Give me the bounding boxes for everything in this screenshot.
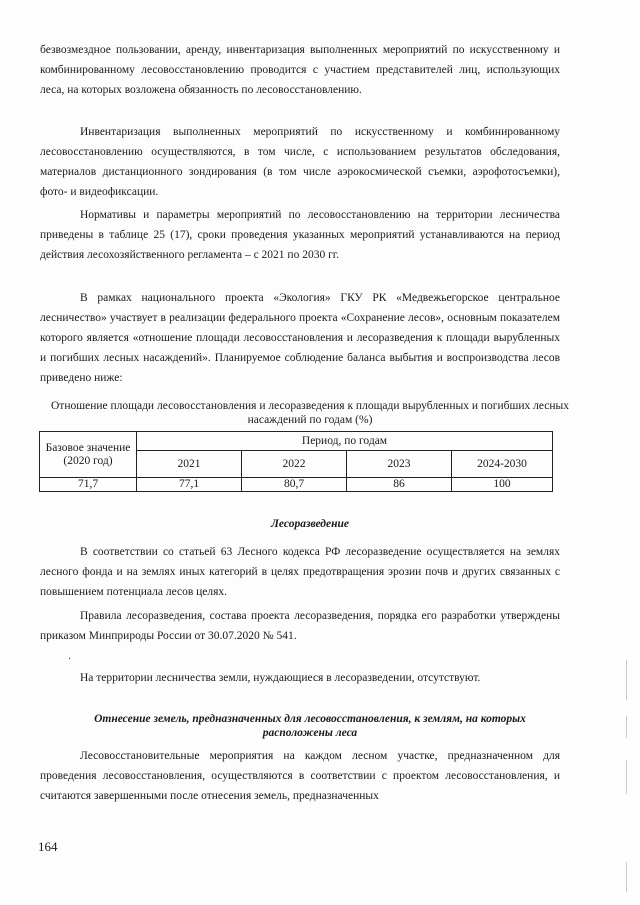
base-value-cell: 71,7 [40, 478, 137, 492]
value-cell-2021: 77,1 [137, 478, 242, 492]
page-number: 164 [38, 839, 58, 854]
value-cell-2023: 86 [347, 478, 452, 492]
paragraph-reforestation-measures: Лесовосстановительные мероприятия на каждом лесном участке, предназначенном для проведения лесовосстановления, осуществляются в соответствии с проектом лесовосстановления, и считаются завершенными после отнесения земель, предназначенных [40, 750, 560, 802]
reforestation-ratio-table [39, 431, 553, 492]
paragraph-afforestation-rules: Правила лесоразведения, состава проекта лесоразведения, порядка его разработки утверждены приказом Минприроды России от 30.07.2020 № 541. [40, 610, 560, 642]
table-row [40, 478, 553, 492]
paragraph-inventory-methods: Инвентаризация выполненных мероприятий по искусственному и комбинированному лесовосстановлению осуществляются, в том числе, с использованием результатов обследования, материалов дистанционного зондирования (в том числе аэрокосмической съемки, аэрофотосъемки), фото- и видеофиксации. [40, 126, 560, 198]
year-header-2021: 2021 [137, 451, 242, 478]
scan-artifact [626, 716, 627, 738]
stray-dot: · [68, 654, 72, 665]
paragraph-national-project: В рамках национального проекта «Экология» ГКУ РК «Медвежьегорское центральное лесничество» участвует в реализации федерального проекта «Сохранение лесов», основным показателем которого является «отношение площади лесовосстановления и лесоразведения к площади вырубленных и погибших лесных насаждений». Планируемое соблюдение баланса выбытия и воспроизводства лесов приведено ниже: [40, 292, 560, 384]
period-header: Период, по годам [137, 432, 553, 451]
scan-artifact [626, 760, 627, 794]
value-cell-2024-2030: 100 [452, 478, 553, 492]
base-value-header: Базовое значение (2020 год) [40, 432, 137, 478]
scan-artifact [626, 660, 627, 700]
year-header-2024-2030: 2024-2030 [452, 451, 553, 478]
section-heading-afforestation: Лесоразведение [271, 518, 349, 530]
year-header-2022: 2022 [242, 451, 347, 478]
paragraph-norms: Нормативы и параметры мероприятий по лесовосстановлению на территории лесничества приведены в таблице 25 (17), сроки проведения указанных мероприятий устанавливаются на период действия лесохозяйственного регламента – с 2021 по 2030 гг. [40, 209, 560, 261]
paragraph-afforestation-law: В соответствии со статьей 63 Лесного кодекса РФ лесоразведение осуществляется на землях лесного фонда и на землях иных категорий в целях предотвращения эрозии почв и других связанных с повышением потенциала лесов целях. [40, 546, 560, 598]
scan-artifact [626, 862, 627, 892]
paragraph-afforestation-lands: На территории лесничества земли, нуждающиеся в лесоразведении, отсутствуют. [80, 672, 481, 684]
section-heading-land-assignment: Отнесение земель, предназначенных для лесовосстановления, к землям, на которых расположены леса [94, 713, 526, 739]
value-cell-2022: 80,7 [242, 478, 347, 492]
table-caption: Отношение площади лесовосстановления и лесоразведения к площади вырубленных и погибших лесных насаждений по годам (%) [51, 400, 569, 426]
year-header-2023: 2023 [347, 451, 452, 478]
paragraph-inventory-participation: безвозмездное пользовании, аренду, инвентаризация выполненных мероприятий по искусственному и комбинированному лесовосстановлению проводится с участием представителей лиц, использующих леса, на которых возложена обязанность по лесовосстановлению. [40, 44, 560, 96]
